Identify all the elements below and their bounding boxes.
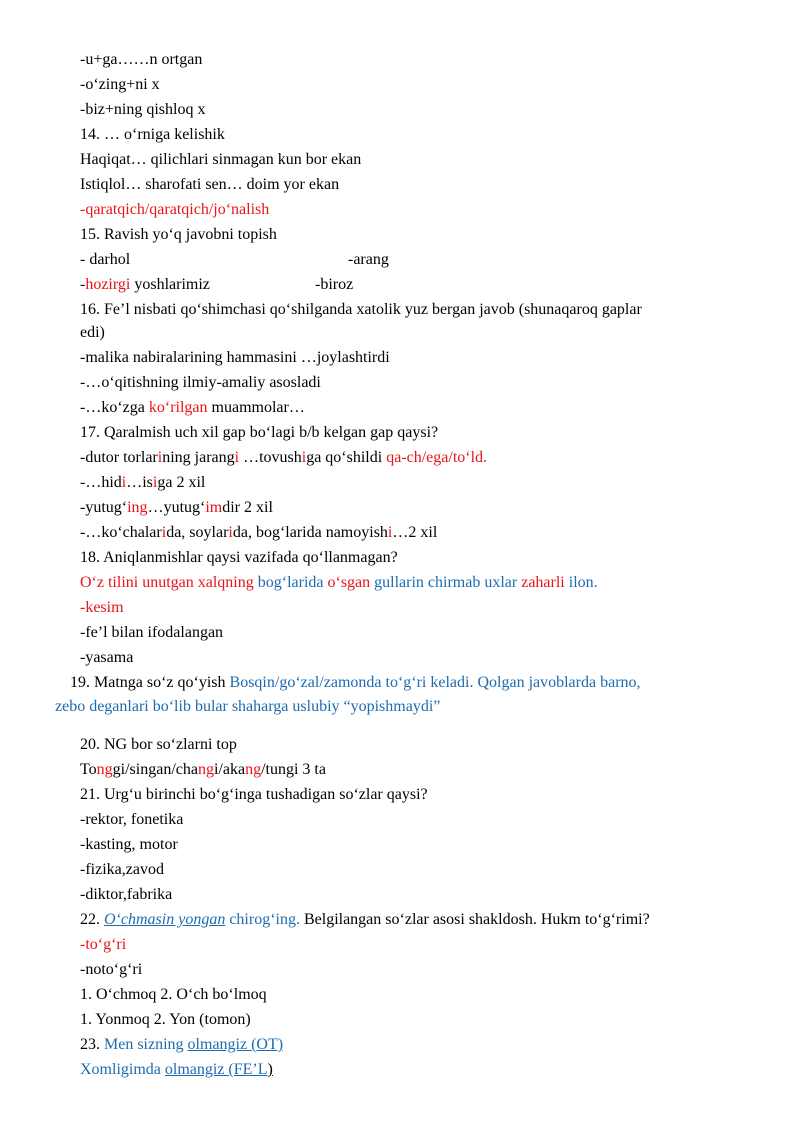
answer-20: Tonggi/singan/changi/akang/tungi 3 ta [80, 761, 326, 778]
option: -biroz [315, 276, 354, 293]
question-22: 22. O‘chmasin yongan chirog‘ing. Belgilangan so‘zlar asosi shakldosh. Hukm to‘g‘rimi? [80, 911, 650, 928]
option: -…ko‘chalarida, soylarida, bog‘larida namoyishi…2 xil [80, 524, 438, 541]
option: -malika nabiralarining hammasini …joylashtirdi [80, 349, 390, 366]
text-line: 1. Yonmoq 2. Yon (tomon) [80, 1011, 251, 1028]
option-row [80, 250, 389, 270]
option: -…ko‘zga ko‘rilgan muammolar… [80, 399, 305, 416]
option: -dutor torlarining jarangi …tovushiga qo‘shildi qa-ch/ega/to‘ld. [80, 449, 488, 466]
option: -kasting, motor [80, 836, 178, 853]
question-19: 19. Matnga so‘z qo‘yish Bosqin/go‘zal/zamonda to‘g‘ri keladi. Qolgan javoblarda barno, [70, 674, 641, 691]
option-row [80, 275, 353, 295]
option: -hozirgi yoshlarimiz [80, 276, 210, 293]
text-line: -u+ga……n ortgan [80, 51, 203, 68]
text-line: -o‘zing+ni x [80, 76, 160, 93]
question-14: 14. … o‘rniga kelishik [80, 126, 225, 143]
example-sentence: O‘z tilini unutgan xalqning bog‘larida o‘sgan gullarin chirmab uxlar zaharli ilon. [80, 574, 598, 591]
text-line: edi) [80, 324, 105, 341]
option: -noto‘g‘ri [80, 961, 143, 978]
text-line: Istiqlol… sharofati sen… doim yor ekan [80, 176, 340, 193]
option: -diktor,fabrika [80, 886, 173, 903]
text-line: -biz+ning qishloq x [80, 101, 206, 118]
answer-22: -to‘g‘ri [80, 936, 127, 953]
answer-14: -qaratqich/qaratqich/jo‘nalish [80, 201, 270, 218]
text-line: Xomligimda olmangiz (FE’L) [80, 1061, 273, 1078]
answer-19: zebo deganlari bo‘lib bular shaharga uslubiy “yopishmaydi” [55, 698, 441, 715]
question-21: 21. Urg‘u birinchi bo‘g‘inga tushadigan so‘zlar qaysi? [80, 786, 428, 803]
answer-18: -kesim [80, 599, 124, 616]
option: -…hidi…isiga 2 xil [80, 474, 206, 491]
option: -fizika,zavod [80, 861, 164, 878]
question-15: 15. Ravish yo‘q javobni topish [80, 226, 277, 243]
question-16: 16. Fe’l nisbati qo‘shimchasi qo‘shilganda xatolik yuz bergan javob (shunaqaroq gaplar [80, 301, 642, 318]
option: -fe’l bilan ifodalangan [80, 624, 224, 641]
option: -…o‘qitishning ilmiy-amaliy asosladi [80, 374, 321, 391]
option: -rektor, fonetika [80, 811, 184, 828]
text-line: Haqiqat… qilichlari sinmagan kun bor ekan [80, 151, 362, 168]
option: - darhol [80, 251, 131, 268]
question-18: 18. Aniqlanmishlar qaysi vazifada qo‘llanmagan? [80, 549, 398, 566]
option: -yasama [80, 649, 134, 666]
option: -yutug‘ing…yutug‘imdir 2 xil [80, 499, 273, 516]
question-23: 23. Men sizning olmangiz (OT) [80, 1036, 284, 1053]
text-line: 1. O‘chmoq 2. O‘ch bo‘lmoq [80, 986, 267, 1003]
option: -arang [348, 251, 389, 268]
question-17: 17. Qaralmish uch xil gap bo‘lagi b/b kelgan gap qaysi? [80, 424, 439, 441]
question-20: 20. NG bor so‘zlarni top [80, 736, 237, 753]
